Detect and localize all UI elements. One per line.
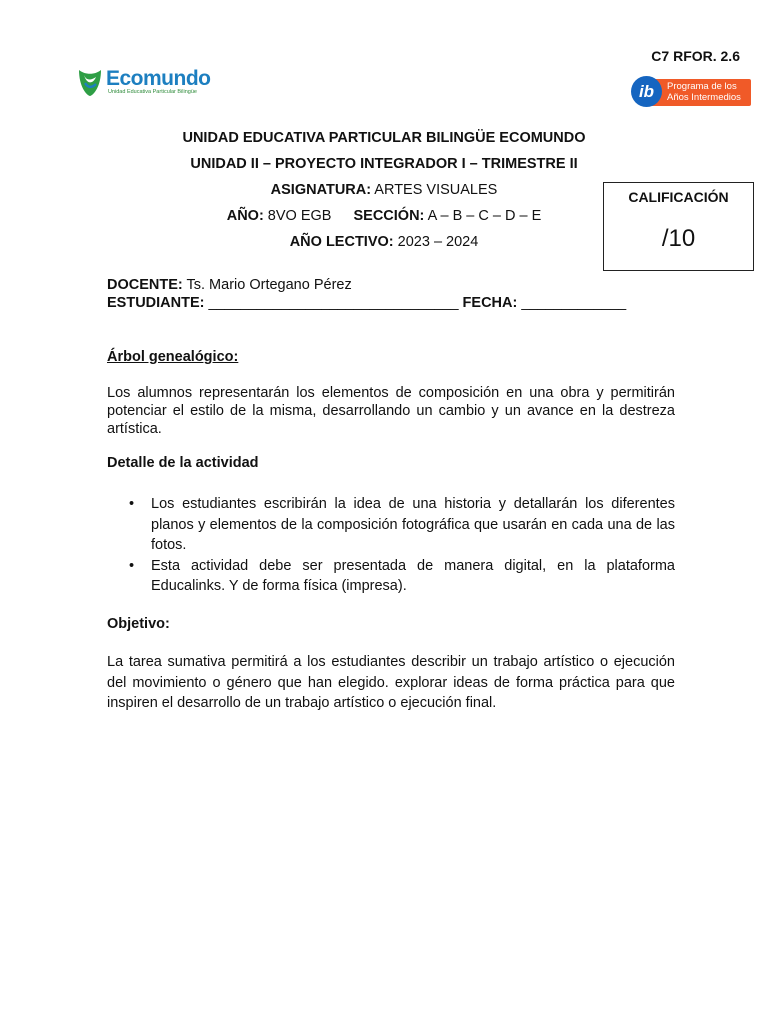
ib-text-line2: Años Intermedios xyxy=(667,92,741,103)
grade-label: CALIFICACIÓN xyxy=(628,189,729,205)
ib-banner xyxy=(647,79,751,106)
objective-heading: Objetivo: xyxy=(107,616,170,632)
objective-paragraph: La tarea sumativa permitirá a los estudiantes describir un trabajo artístico o ejecución del movimiento o género que han elegido. explorar ideas de forma práctica para que inspiren el desarrollo de un trabajo artístico o ejecución final. xyxy=(107,654,675,711)
bullet-icon: • xyxy=(129,557,135,574)
ecomundo-wordmark: Ecomundo xyxy=(106,67,211,90)
subject-value: ARTES VISUALES xyxy=(371,182,498,198)
ecomundo-subtitle: Unidad Educativa Particular Bilingüe xyxy=(108,89,197,95)
unit-title: UNIDAD II – PROYECTO INTEGRADOR I – TRIMESTRE II xyxy=(190,156,578,172)
ecomundo-logo xyxy=(76,64,216,100)
school-year-label: AÑO LECTIVO: xyxy=(289,234,394,250)
section-label: SECCIÓN: xyxy=(353,208,425,224)
grade-box xyxy=(603,182,754,271)
ib-logo xyxy=(631,74,752,108)
student-blank[interactable]: _______________________________ xyxy=(204,295,463,311)
subject-label: ASIGNATURA: xyxy=(270,182,372,198)
grade-value: /10 xyxy=(661,225,696,252)
ecomundo-leaf-icon xyxy=(76,66,104,98)
intro-paragraph: Los alumnos representarán los elementos de composición en una obra y permitirán potenciar el estilo de la misma, desarrollando un cambio y un avance en la destreza artística. xyxy=(107,385,675,437)
bullet-icon: • xyxy=(129,496,135,512)
date-blank[interactable]: _____________ xyxy=(517,295,627,311)
teacher-label: DOCENTE: xyxy=(107,277,183,293)
activity-bullets xyxy=(129,494,675,597)
ib-text-line1: Programa de los xyxy=(667,81,737,92)
detail-heading: Detalle de la actividad xyxy=(107,455,259,471)
school-title: UNIDAD EDUCATIVA PARTICULAR BILINGÜE ECOMUNDO xyxy=(182,130,586,146)
section-value: A – B – C – D – E xyxy=(424,208,542,224)
ib-badge: ib xyxy=(631,76,662,107)
year-label: AÑO: xyxy=(226,208,264,224)
teacher-line xyxy=(107,277,352,293)
topic-heading: Árbol genealógico: xyxy=(107,349,239,365)
school-year-value: 2023 – 2024 xyxy=(393,234,479,250)
student-line xyxy=(107,295,626,311)
form-code: C7 RFOR. 2.6 xyxy=(651,48,740,64)
date-label: FECHA: xyxy=(462,295,518,311)
year-value: 8VO EGB xyxy=(263,208,332,224)
teacher-name: Ts. Mario Ortegano Pérez xyxy=(182,277,352,293)
list-item: • Esta actividad debe ser presentada de manera digital, en la plataforma Educalinks. Y de forma física (impresa). xyxy=(129,557,675,594)
student-label: ESTUDIANTE: xyxy=(107,295,205,311)
list-item: • Los estudiantes escribirán la idea de una historia y detallarán los diferentes planos y elementos de la composición fotográfica que usarán en cada una de las fotos. xyxy=(129,496,675,553)
